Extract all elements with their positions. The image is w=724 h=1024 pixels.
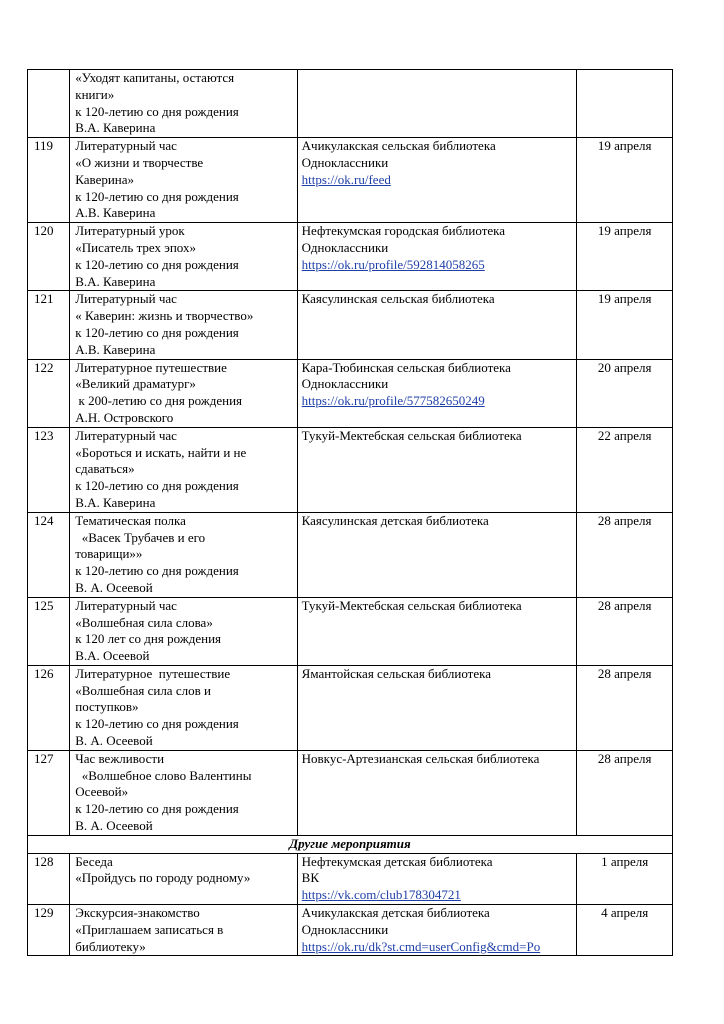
venue-cell bbox=[297, 291, 577, 359]
event-name-line: « Каверин: жизнь и творчество» bbox=[75, 308, 254, 324]
event-name-line: «Приглашаем записаться в bbox=[75, 921, 224, 937]
event-name-line: к 120-летию со дня рождения bbox=[75, 103, 239, 119]
event-name-cell bbox=[70, 427, 297, 512]
events-table-body bbox=[28, 70, 673, 956]
venue-line: Нефтекумская детская библиотека bbox=[301, 853, 493, 869]
event-name-cell bbox=[70, 512, 297, 597]
event-name-line: к 120-летию со дня рождения bbox=[75, 801, 239, 817]
event-name-line: «Бороться и искать, найти и не bbox=[75, 444, 247, 460]
event-name-line: «Уходят капитаны, остаются bbox=[75, 70, 235, 85]
event-name-line: к 120-летию со дня рождения bbox=[75, 478, 239, 494]
event-name-line: В.А. Каверина bbox=[75, 120, 156, 136]
event-name-line: Литературный час bbox=[75, 291, 177, 307]
venue-cell bbox=[297, 427, 577, 512]
venue-link[interactable]: https://vk.com/club178304721 bbox=[301, 887, 461, 903]
event-name-line: Литературное путешествие bbox=[75, 359, 227, 375]
event-name-cell bbox=[70, 597, 297, 665]
event-name-line: «Волшебная сила слов и bbox=[75, 682, 211, 698]
table-row bbox=[28, 359, 673, 427]
event-name-line: Литературный час bbox=[75, 427, 177, 443]
event-name-line: Час вежливости bbox=[75, 750, 165, 766]
event-name-line: «Васек Трубачев и его bbox=[75, 529, 206, 545]
events-table bbox=[27, 69, 673, 956]
venue-line: Каясулинская сельская библиотека bbox=[301, 291, 495, 307]
row-number: 122 bbox=[28, 359, 70, 427]
venue-line: Одноклассники bbox=[301, 239, 389, 255]
event-name-line: «Волшебное слово Валентины bbox=[75, 767, 252, 783]
table-row bbox=[28, 291, 673, 359]
table-row bbox=[28, 597, 673, 665]
venue-line: Одноклассники bbox=[301, 154, 389, 170]
venue-line: Каясулинская детская библиотека bbox=[301, 512, 489, 528]
event-date: 4 апреля bbox=[577, 905, 673, 956]
event-name-line: В. А. Осеевой bbox=[75, 579, 153, 595]
venue-line: ВК bbox=[301, 870, 319, 886]
event-name-cell bbox=[70, 853, 297, 904]
row-number: 129 bbox=[28, 905, 70, 956]
event-name-cell bbox=[70, 291, 297, 359]
event-name-line: «Пройдусь по городу родному» bbox=[75, 870, 251, 886]
venue-cell bbox=[297, 905, 577, 956]
section-row bbox=[28, 835, 673, 853]
event-date: 28 апреля bbox=[577, 512, 673, 597]
event-date: 20 апреля bbox=[577, 359, 673, 427]
event-name-line: «Писатель трех эпох» bbox=[75, 239, 196, 255]
event-name-line: к 120-летию со дня рождения bbox=[75, 324, 239, 340]
event-name-cell bbox=[70, 665, 297, 750]
event-name-line: поступков» bbox=[75, 699, 139, 715]
venue-cell bbox=[297, 359, 577, 427]
table-row bbox=[28, 70, 673, 138]
venue-link[interactable]: https://ok.ru/profile/592814058265 bbox=[301, 256, 485, 272]
venue-line: Нефтекумская городская библиотека bbox=[301, 223, 506, 239]
event-date: 28 апреля bbox=[577, 750, 673, 835]
venue-line: Кара-Тюбинская сельская библиотека bbox=[301, 359, 511, 375]
table-row bbox=[28, 427, 673, 512]
row-number bbox=[28, 70, 70, 138]
event-name-line: к 120-летию со дня рождения bbox=[75, 563, 239, 579]
event-name-line: Литературный час bbox=[75, 597, 177, 613]
event-name-line: к 120-летию со дня рождения bbox=[75, 188, 239, 204]
event-name-line: Литературное путешествие bbox=[75, 665, 231, 681]
event-name-line: к 200-летию со дня рождения bbox=[75, 393, 243, 409]
event-name-cell bbox=[70, 223, 297, 291]
event-date: 19 апреля bbox=[577, 291, 673, 359]
table-row bbox=[28, 750, 673, 835]
event-name-cell bbox=[70, 359, 297, 427]
venue-line: Одноклассники bbox=[301, 376, 389, 392]
event-name-line: Тематическая полка bbox=[75, 512, 186, 528]
row-number: 121 bbox=[28, 291, 70, 359]
venue-cell bbox=[297, 853, 577, 904]
venue-line: Ачикулакская сельская библиотека bbox=[301, 138, 496, 154]
event-name-line: сдаваться» bbox=[75, 461, 135, 477]
event-name-line: В. А. Осеевой bbox=[75, 733, 153, 749]
event-name-line: к 120 лет со дня рождения bbox=[75, 631, 222, 647]
event-name-line: «О жизни и творчестве bbox=[75, 154, 204, 170]
event-name-line: к 120-летию со дня рождения bbox=[75, 716, 239, 732]
event-date: 1 апреля bbox=[577, 853, 673, 904]
event-name-cell bbox=[70, 70, 297, 138]
venue-cell bbox=[297, 750, 577, 835]
event-name-cell bbox=[70, 905, 297, 956]
venue-cell bbox=[297, 223, 577, 291]
venue-line: Ямантойская сельская библиотека bbox=[301, 665, 492, 681]
event-name-line: Беседа bbox=[75, 853, 113, 869]
venue-cell bbox=[297, 512, 577, 597]
event-name-line: В.А. Каверина bbox=[75, 494, 156, 510]
event-name-line: А.Н. Островского bbox=[75, 409, 174, 425]
event-date: 28 апреля bbox=[577, 597, 673, 665]
section-title: Другие мероприятия bbox=[28, 835, 673, 853]
table-row bbox=[28, 905, 673, 956]
event-date: 19 апреля bbox=[577, 138, 673, 223]
table-row bbox=[28, 138, 673, 223]
venue-link[interactable]: https://ok.ru/profile/577582650249 bbox=[301, 393, 485, 409]
venue-cell bbox=[297, 665, 577, 750]
venue-cell bbox=[297, 70, 577, 138]
event-name-line: Осеевой» bbox=[75, 784, 129, 800]
venue-line: Ачикулакская детская библиотека bbox=[301, 905, 490, 921]
row-number: 120 bbox=[28, 223, 70, 291]
event-name-line: «Волшебная сила слова» bbox=[75, 614, 213, 630]
row-number: 119 bbox=[28, 138, 70, 223]
event-name-line: Каверина» bbox=[75, 171, 135, 187]
event-name-line: А.В. Каверина bbox=[75, 205, 156, 221]
event-name-line: «Великий драматург» bbox=[75, 376, 196, 392]
event-name-line: Экскурсия-знакомство bbox=[75, 905, 200, 921]
table-row bbox=[28, 853, 673, 904]
row-number: 125 bbox=[28, 597, 70, 665]
venue-link[interactable]: https://ok.ru/dk?st.cmd=userConfig&cmd=Po bbox=[301, 938, 541, 954]
venue-line: Тукуй-Мектебская сельская библиотека bbox=[301, 597, 522, 613]
event-name-cell bbox=[70, 750, 297, 835]
row-number: 126 bbox=[28, 665, 70, 750]
table-row bbox=[28, 665, 673, 750]
table-row bbox=[28, 223, 673, 291]
event-date bbox=[577, 70, 673, 138]
row-number: 127 bbox=[28, 750, 70, 835]
event-name-line: В.А. Осеевой bbox=[75, 648, 150, 664]
venue-line: Новкус-Артезианская сельская библиотека bbox=[301, 750, 540, 766]
table-row bbox=[28, 512, 673, 597]
event-name-cell bbox=[70, 138, 297, 223]
event-date: 19 апреля bbox=[577, 223, 673, 291]
venue-cell bbox=[297, 138, 577, 223]
venue-link[interactable]: https://ok.ru/feed bbox=[301, 171, 391, 187]
event-name-line: Литературный урок bbox=[75, 223, 185, 239]
event-name-line: библиотеку» bbox=[75, 938, 146, 954]
event-date: 22 апреля bbox=[577, 427, 673, 512]
venue-cell bbox=[297, 597, 577, 665]
event-date: 28 апреля bbox=[577, 665, 673, 750]
event-name-line: к 120-летию со дня рождения bbox=[75, 256, 239, 272]
row-number: 124 bbox=[28, 512, 70, 597]
event-name-line: книги» bbox=[75, 86, 115, 102]
row-number: 123 bbox=[28, 427, 70, 512]
event-name-line: В.А. Каверина bbox=[75, 273, 156, 289]
event-name-line: товарищи»» bbox=[75, 546, 143, 562]
event-name-line: Литературный час bbox=[75, 138, 177, 154]
venue-line: Одноклассники bbox=[301, 921, 389, 937]
venue-line: Тукуй-Мектебская сельская библиотека bbox=[301, 427, 522, 443]
event-name-line: А.В. Каверина bbox=[75, 341, 156, 357]
event-name-line: В. А. Осеевой bbox=[75, 818, 153, 834]
row-number: 128 bbox=[28, 853, 70, 904]
